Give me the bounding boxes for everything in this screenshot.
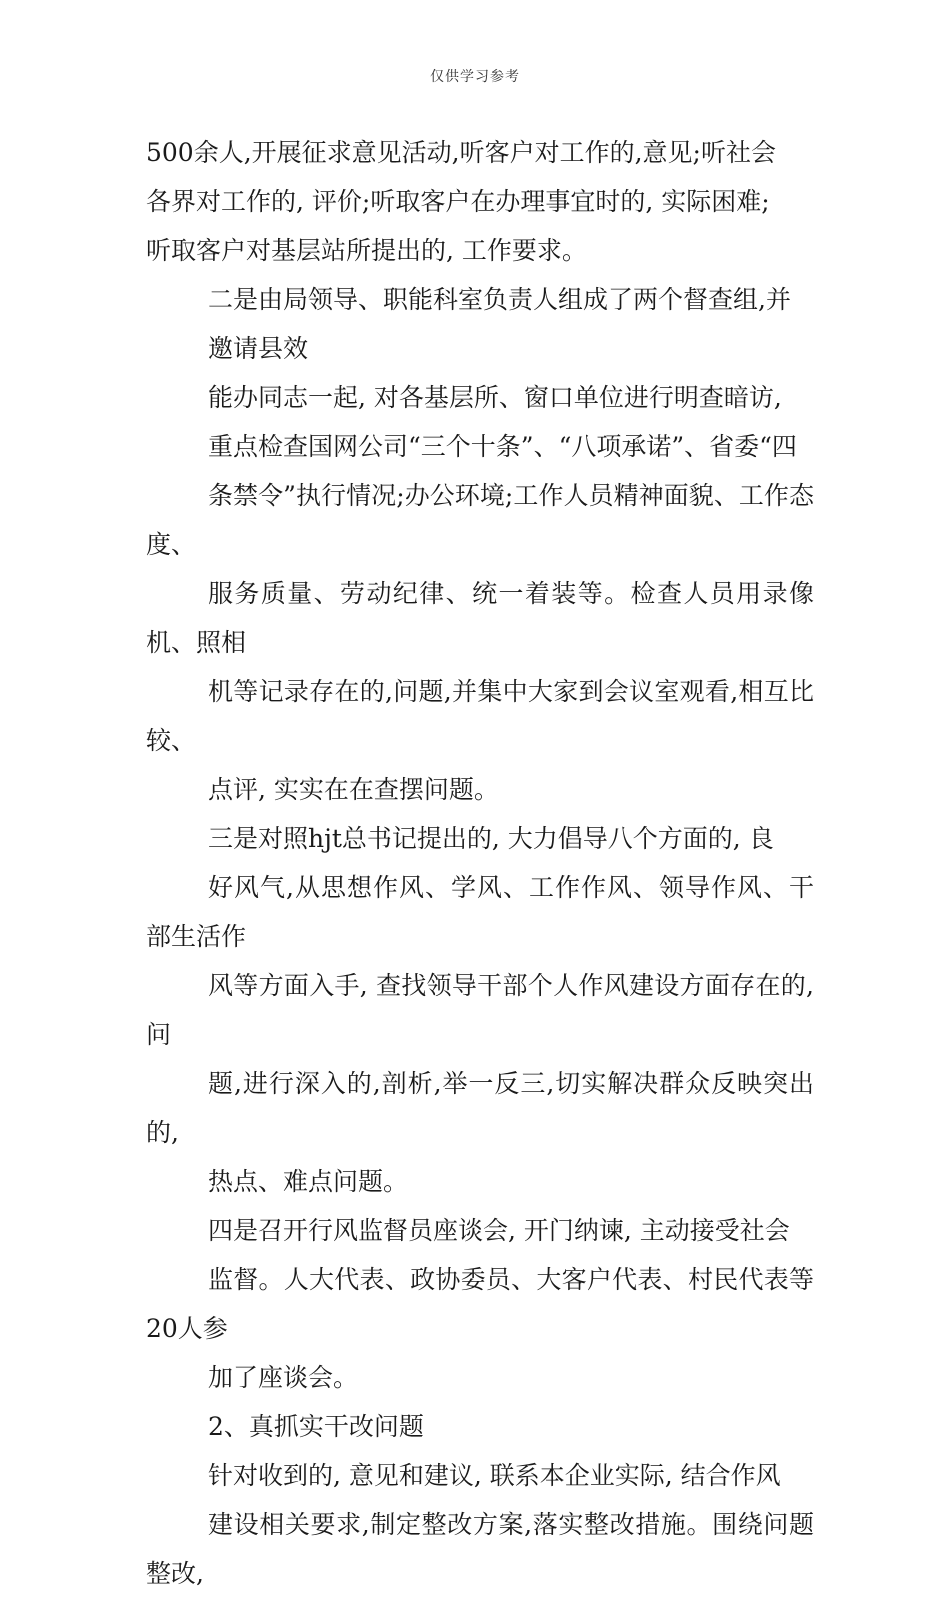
text-line: 服务质量、劳动纪律、统一着装等。检查人员用录像机、照相 xyxy=(146,579,814,657)
page-header: 仅供学习参考 xyxy=(430,69,520,85)
paragraph xyxy=(146,373,814,814)
text-line: 加了座谈会。 xyxy=(208,1363,359,1392)
paragraph xyxy=(146,1206,814,1402)
text-line: 建设相关要求,制定整改方案,落实整改措施。围绕问题整改, xyxy=(146,1510,814,1588)
text-line: 500余人,开展征求意见活动,听客户对工作的,意见;听社会 xyxy=(146,138,776,167)
document-body xyxy=(146,128,814,1598)
paragraph xyxy=(146,128,814,275)
text-line: 热点、难点问题。 xyxy=(208,1167,409,1196)
text-line: 题,进行深入的,剖析,举一反三,切实解决群众反映突出的, xyxy=(146,1069,814,1147)
paragraph xyxy=(146,1451,814,1598)
text-line: 2、真抓实干改问题 xyxy=(208,1412,424,1441)
text-line: 三是对照hjt总书记提出的, 大力倡导八个方面的, 良 xyxy=(208,824,774,853)
text-line: 能办同志一起, 对各基层所、窗口单位进行明查暗访, xyxy=(208,383,782,412)
text-line: 风等方面入手, 查找领导干部个人作风建设方面存在的, 问 xyxy=(146,971,814,1049)
text-line: 四是召开行风监督员座谈会, 开门纳谏, 主动接受社会 xyxy=(208,1216,790,1245)
text-line: 邀请县效 xyxy=(208,334,309,363)
paragraph xyxy=(146,275,814,373)
text-line: 针对收到的, 意见和建议, 联系本企业实际, 结合作风 xyxy=(208,1461,781,1490)
text-line: 点评, 实实在在查摆问题。 xyxy=(208,775,499,804)
paragraph xyxy=(146,814,814,1206)
text-line: 监督。人大代表、政协委员、大客户代表、村民代表等20人参 xyxy=(146,1265,814,1343)
text-line: 机等记录存在的,问题,并集中大家到会议室观看,相互比较、 xyxy=(146,677,814,755)
paragraph xyxy=(146,1402,814,1451)
text-line: 重点检查国网公司“三个十条”、“八项承诺”、省委“四 xyxy=(208,432,797,461)
text-line: 听取客户对基层站所提出的, 工作要求。 xyxy=(146,236,587,265)
text-line: 条禁令”执行情况;办公环境;工作人员精神面貌、工作态度、 xyxy=(146,481,814,559)
text-line: 二是由局领导、职能科室负责人组成了两个督查组,并 xyxy=(208,285,791,314)
text-line: 各界对工作的, 评价;听取客户在办理事宜时的, 实际困难; xyxy=(146,187,770,216)
text-line: 好风气,从思想作风、学风、工作作风、领导作风、干部生活作 xyxy=(146,873,814,951)
